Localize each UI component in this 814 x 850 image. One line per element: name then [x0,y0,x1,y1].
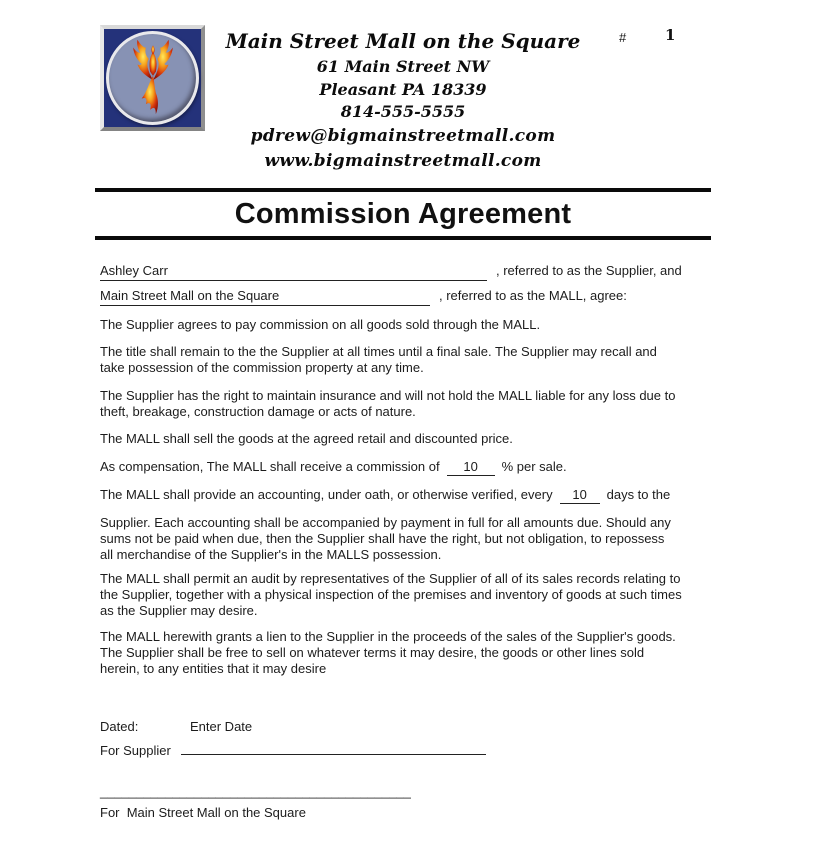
clause-lien [100,629,676,677]
address-line-1: 61 Main Street NW [316,57,490,76]
website-url: www.bigmainstreetmall.com [264,151,542,171]
compensation-text-before: As compensation, The MALL shall receive a commission of [100,459,440,474]
compensation-text-after: % per sale. [501,459,567,474]
date-field[interactable]: Enter Date [190,719,253,732]
clause-insurance [100,388,675,420]
mall-name-field[interactable]: Main Street Mall on the Square [100,288,430,306]
clause-line: take possession of the commission property at any time. [100,360,424,375]
clause-title-remains [100,344,657,376]
accounting-text-before: The MALL shall provide an accounting, under oath, or otherwise verified, every [100,487,553,502]
accounting-text-after: days to the [606,487,671,502]
clause-line: The title shall remain to the the Supplier at all times until a final sale. The Supplier may recall and [100,344,657,359]
clause-line: The MALL shall sell the goods at the agreed retail and discounted price. [100,431,513,446]
clause-compensation [100,459,567,476]
document-title: Commission Agreement [234,198,572,230]
document-title-block [95,188,711,240]
clause-line: theft, breakage, construction damage or acts of nature. [100,404,416,419]
mall-party-text: , referred to as the MALL, agree: [439,288,627,303]
page-number-hash: # [619,30,627,45]
supplier-party-line [100,263,682,281]
phone-number: 814-555-5555 [340,102,466,121]
clause-line: the Supplier, together with a physical inspection of the premises and inventory of goods at such times [100,587,682,602]
clause-line: as the Supplier may desire. [100,603,258,618]
mall-party-line [100,288,627,306]
clause-line: herein, to any entities that it may desire [100,661,327,676]
accounting-days-field[interactable]: 10 [560,487,600,504]
commission-rate-field[interactable]: 10 [447,459,495,476]
for-supplier-row [100,741,486,759]
supplier-signature-line[interactable] [181,741,486,755]
clause-audit [100,571,682,619]
mall-signature-line[interactable]: ___________________________________________ [100,784,411,799]
company-name: Main Street Mall on the Square [225,29,581,53]
clause-pay-commission [100,317,540,333]
clause-payment [100,515,671,563]
clause-line: sums not be paid when due, then the Supplier shall have the right, but not obligation, to repossess [100,531,665,546]
clause-line: Supplier. Each accounting shall be accompanied by payment in full for all amounts due. Should any [100,515,671,530]
clause-line: The MALL shall permit an audit by representatives of the Supplier of all of its sales records relating to [100,571,681,586]
email-address: pdrew@bigmainstreetmall.com [250,126,556,146]
clause-sell-price [100,431,513,447]
for-supplier-label: For Supplier [100,743,171,758]
clause-line: The Supplier has the right to maintain insurance and will not hold the MALL liable for any loss due to [100,388,676,403]
dated-label: Dated: [100,719,139,732]
clause-line: all merchandise of the Supplier's in the MALLS possession. [100,547,442,562]
page-number: 1 [665,26,676,44]
for-mall-label: For Main Street Mall on the Square [100,805,306,820]
address-line-2: Pleasant PA 18339 [319,80,487,99]
letterhead-text [95,27,711,174]
supplier-name-field[interactable]: Ashley Carr [100,263,487,281]
clause-line: The Supplier shall be free to sell on whatever terms it may desire, the goods or other lines sold [100,645,645,660]
supplier-party-text: , referred to as the Supplier, and [496,263,682,278]
dated-row [100,719,400,732]
clause-line: The MALL herewith grants a lien to the Supplier in the proceeds of the sales of the Supplier's goods. [100,629,676,644]
clause-accounting [100,487,670,504]
clause-line: The Supplier agrees to pay commission on all goods sold through the MALL. [100,317,541,332]
